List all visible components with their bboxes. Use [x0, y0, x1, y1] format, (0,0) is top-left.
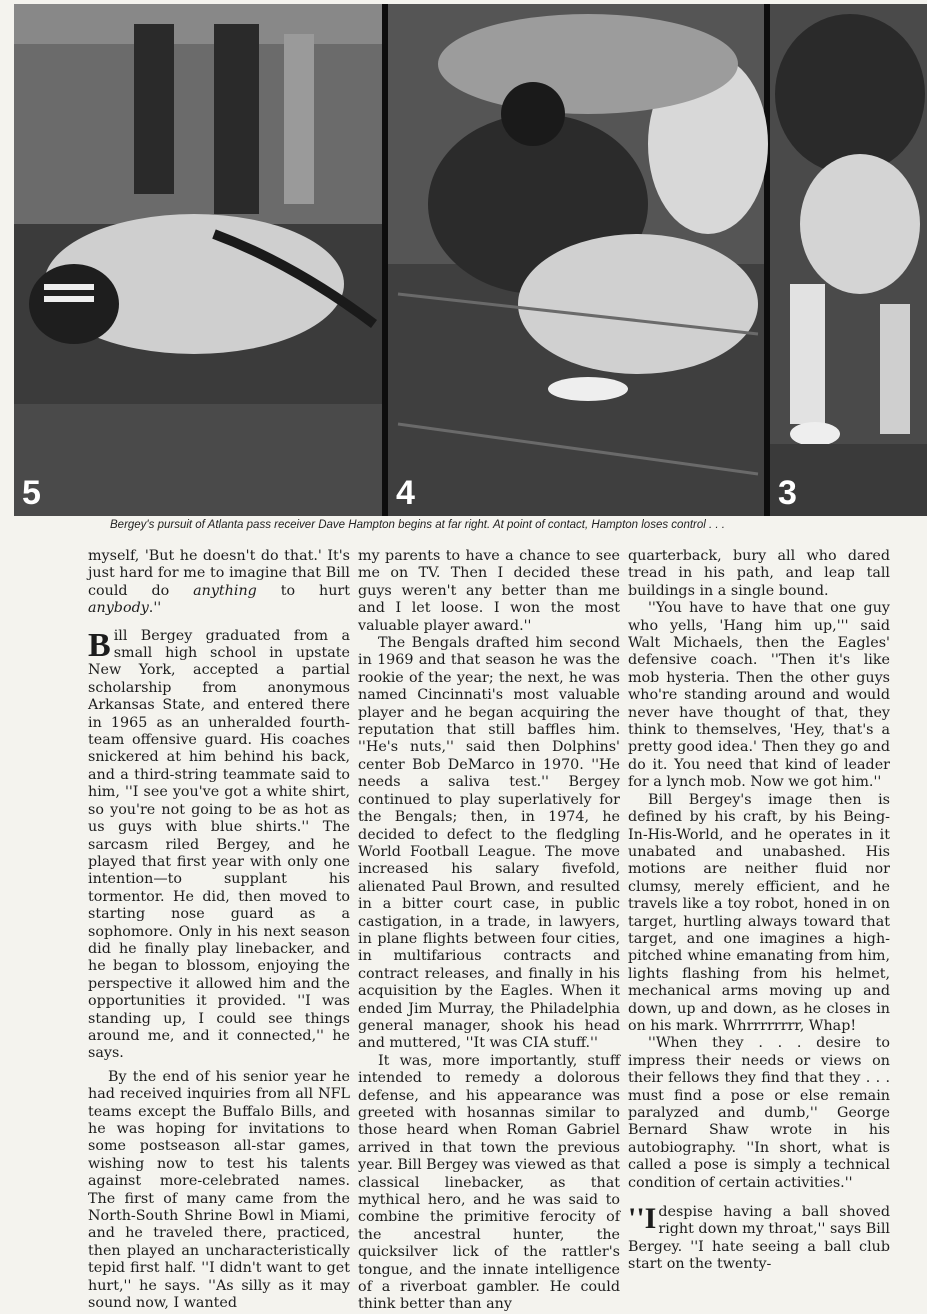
paragraph: ''I despise having a ball shoved right down my throat,'' says Bill Bergey. ''I hate seeing a ball club start on the twenty-: [628, 1202, 890, 1273]
text-column-3: [628, 548, 890, 1273]
photo-number: 5: [22, 474, 41, 512]
photo-5: [14, 4, 382, 516]
paragraph: By the end of his senior year he had received inquiries from all NFL teams except the Buffalo Bills, and he was hoping for invitations to some postseason all-star games, wishing now to test his talents against more-celebrated names. The first of many came from the North-South Shrine Bowl in Miami, and he traveled there, practiced, then played an uncharacteristically tepid first half. ''I didn't want to get hurt,'' he says. ''As silly as it may sound now, I wanted: [88, 1068, 350, 1312]
paragraph: The Bengals drafted him second in 1969 and that season he was the rookie of the year; the next, he was named Cincinnati's most valuable player and he began acquiring the reputation that still baffles him. ''He's nuts,'' said then Dolphins' center Bob DeMarco in 1970. ''He needs a saliva test.'' Bergey continued to play superlatively for the Bengals; then, in 1974, he decided to defect to the fledgling World Football League. The move increased his salary fivefold, alienated Paul Brown, and resulted in a bitter court case, in public castigation, in a trade, in lawyers, in plane flights between four cities, in multifarious contracts and contract releases, and finally in his acquisition by the Eagles. When it ended Jim Murray, the Philadelphia general manager, shook his head and muttered, ''It was CIA stuff.'': [358, 635, 620, 1052]
paragraph: Bill Bergey graduated from a small high school in upstate New York, accepted a partial scholarship from anonymous Arkansas State, and entered there in 1965 as an unheralded fourth-team offensive guard. His coaches snickered at him behind his back, and a third-string teammate said to him, ''I see you've got a white shirt, so you're not going to be as hot as us guys with blue shirts.'' The sarcasm riled Bergey, and he played that first year with only one intention—to supplant his tormentor. He did, then moved to starting nose guard as a sophomore. Only in his next season did he finally play linebacker, and he began to blossom, enjoying the perspective it allowed him and the opportunities it provided. ''I was standing up, I could see things around me, and it connected,'' he says.: [88, 626, 350, 1062]
photo-number: 4: [396, 474, 415, 512]
paragraph: quarterback, bury all who dared tread in his path, and leap tall buildings in a single bound.: [628, 548, 890, 599]
photo-4: [388, 4, 764, 516]
paragraph: my parents to have a chance to see me on TV. Then I decided these guys weren't any better than me and I let loose. I won the most valuable player award.'': [358, 548, 620, 634]
paragraph: ''When they . . . desire to impress their needs or views on their fellows they find that they . . . must find a pose or else remain paralyzed and dumb,'' George Bernard Shaw wrote in his autobiography. ''In short, what is called a pose is simply a technical condition of certain activities.'': [628, 1035, 890, 1191]
photo-4-image: [388, 4, 764, 516]
paragraph: myself, 'But he doesn't do that.' It's just hard for me to imagine that Bill could do anything to hurt anybody.'': [88, 548, 350, 617]
drop-cap: B: [88, 626, 111, 664]
photo-5-image: [14, 4, 382, 516]
photo-3: [770, 4, 927, 516]
paragraph: It was, more importantly, stuff intended to remedy a dolorous defense, and his appearance was greeted with hosannas similar to those heard when Roman Gabriel arrived in that town the previous year. Bill Bergey was viewed as that classical linebacker, as that mythical hero, and he was said to combine the primitive ferocity of the ancestral hunter, the quicksilver lick of the rattler's tongue, and the innate intelligence of a riverboat gambler. He could think better than any: [358, 1052, 620, 1313]
photo-3-image: [770, 4, 927, 516]
drop-cap: ''I: [628, 1202, 657, 1236]
paragraph: ''You have to have that one guy who yells, 'Hang him up,''' said Walt Michaels, then the Eagles' defensive coach. ''Then it's like mob hysteria. Then the other guys who're standing around and would never have thought of that, they think to themselves, 'Hey, that's a pretty good idea.' Then they go and do it. You need that kind of leader for a lynch mob. Now we got him.'': [628, 600, 890, 791]
photo-strip: [14, 4, 927, 516]
photo-number: 3: [778, 474, 797, 512]
paragraph: Bill Bergey's image then is defined by his craft, by his Being-In-His-World, and he operates in it unabated and unabashed. His motions are neither fluid nor clumsy, merely efficient, and he travels like a toy robot, honed in on target, hurtling always toward that target, and one imagines a high-pitched whine emanating from him, lights flashing from his helmet, mechanical arms moving up and down, up and down, as he closes in on his mark. Whrrrrrrrr, Whap!: [628, 791, 890, 1034]
text-column-2: [358, 548, 620, 1313]
text-column-1: [88, 548, 350, 1312]
photo-caption: Bergey's pursuit of Atlanta pass receiver Dave Hampton begins at far right. At point of contact, Hampton loses control . . .: [110, 519, 725, 531]
